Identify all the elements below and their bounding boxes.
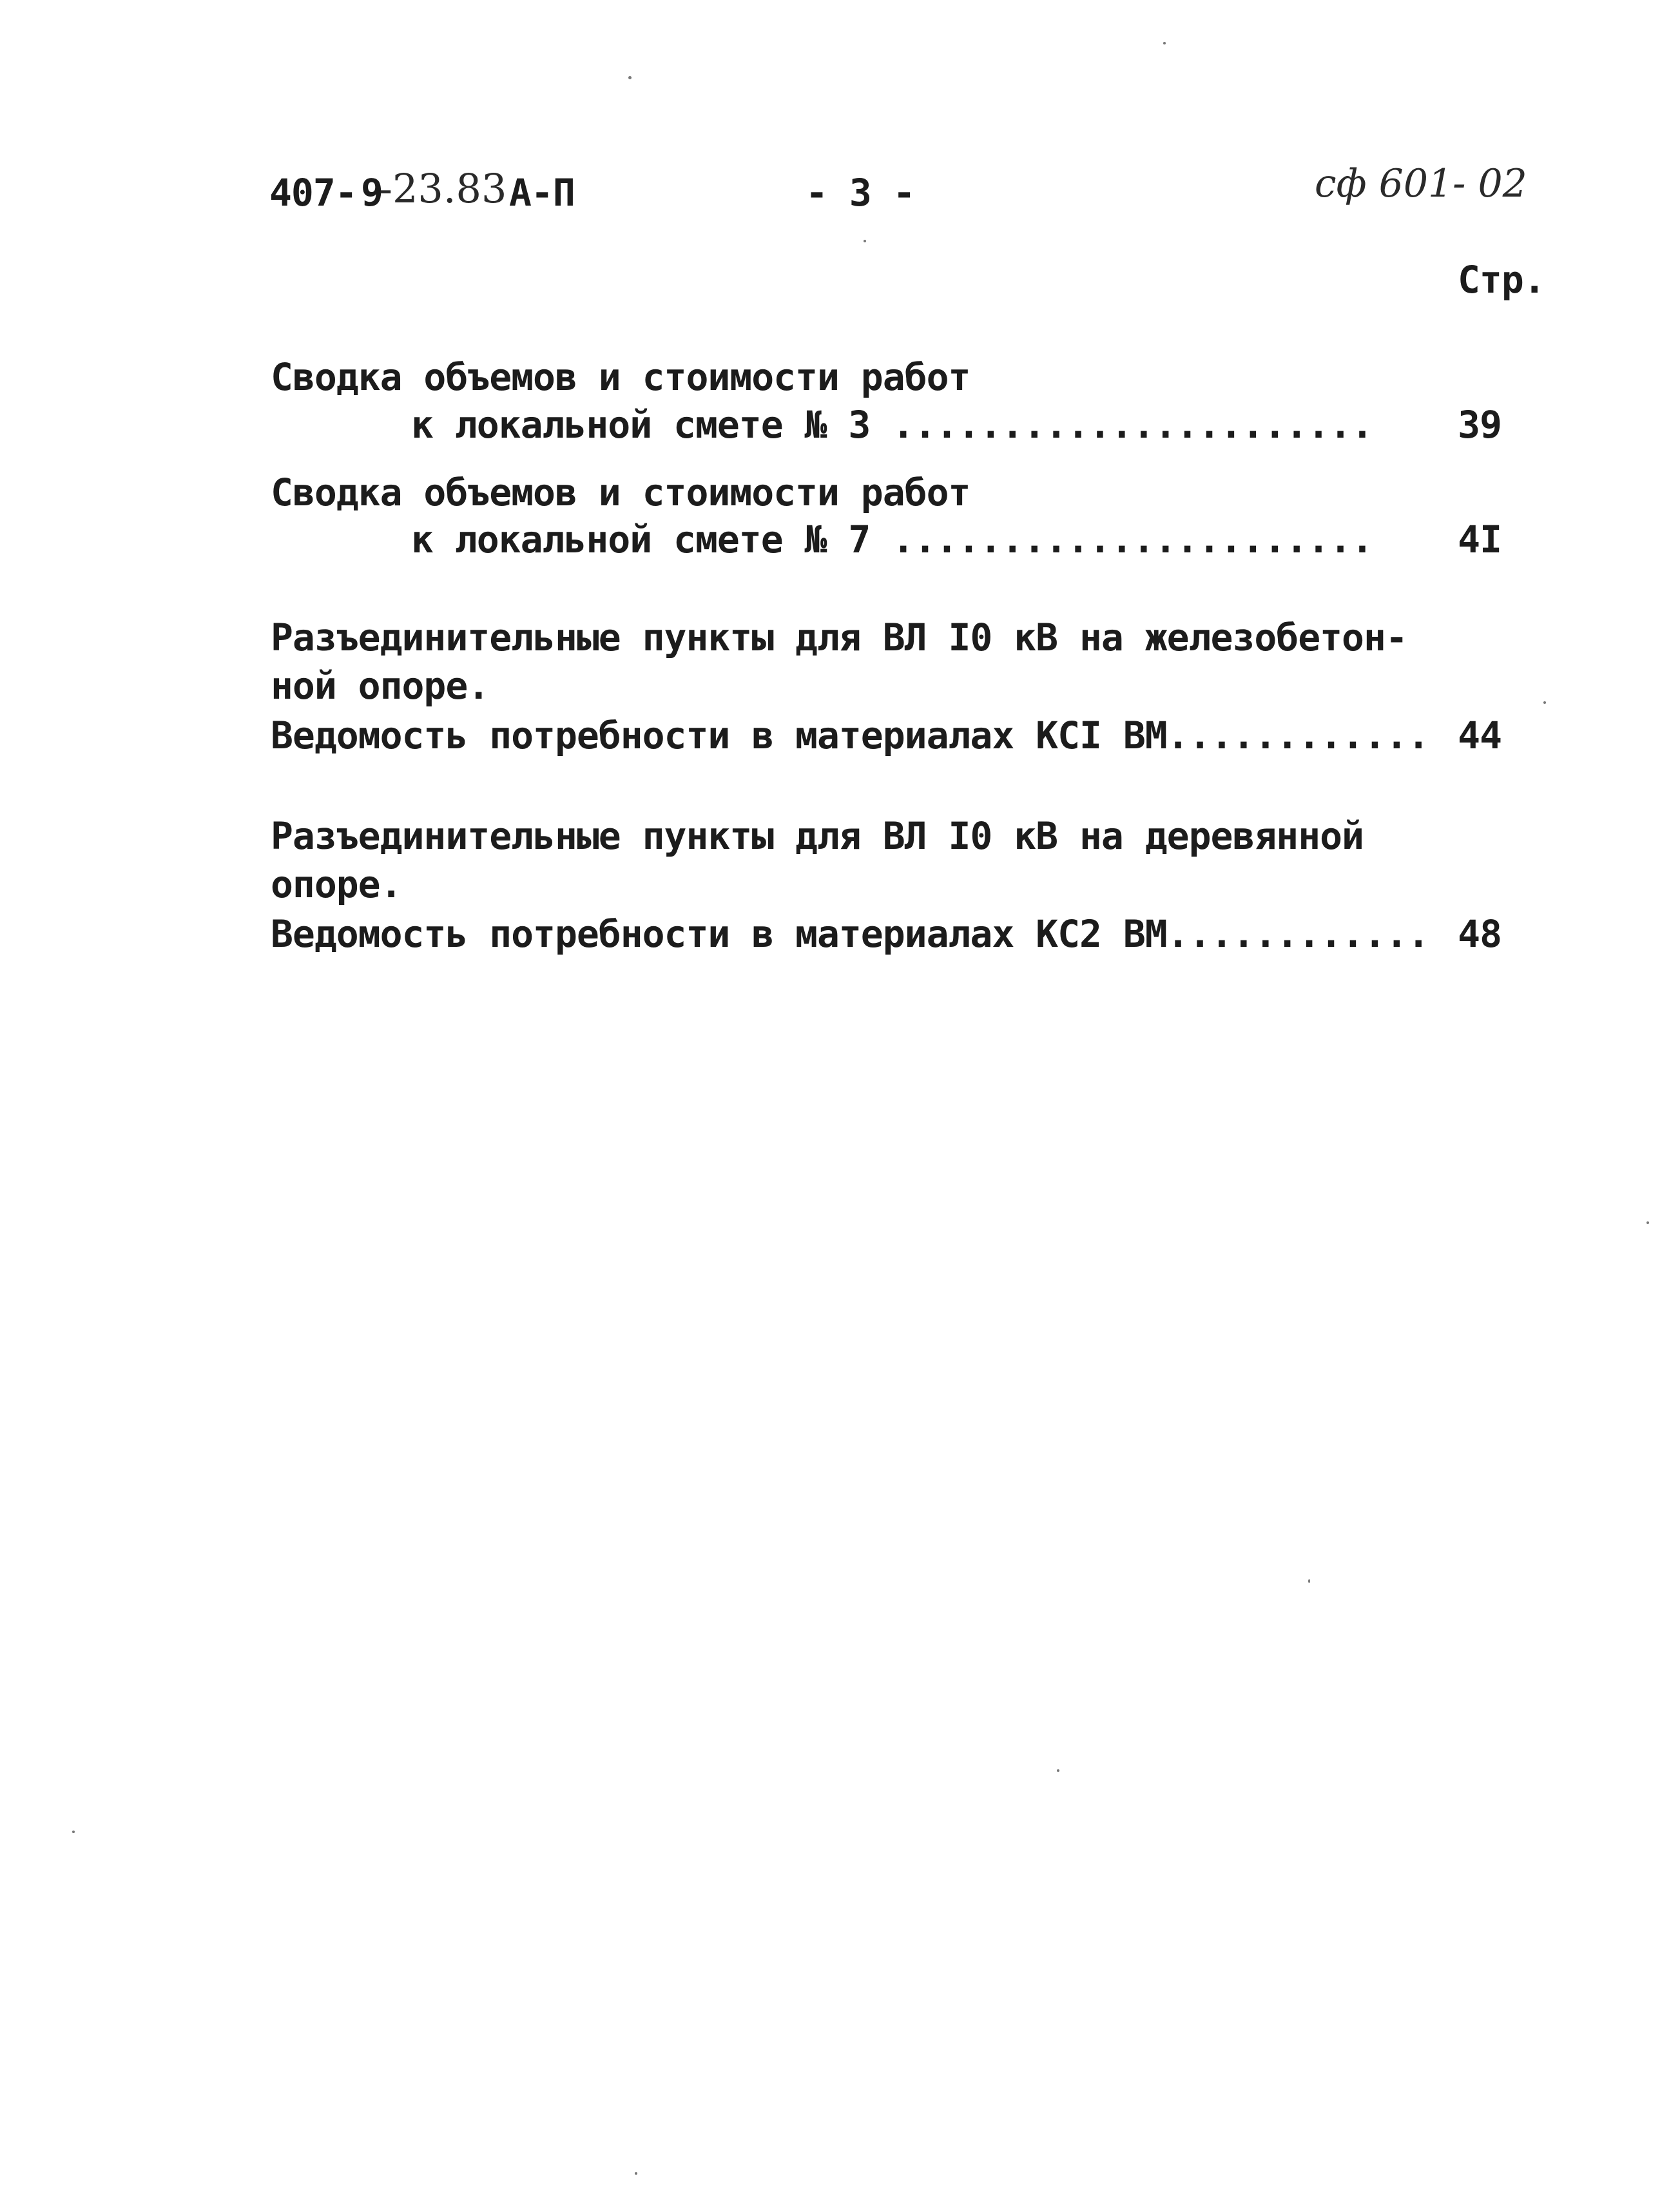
doc-code-struck-digit: 9 <box>361 171 383 215</box>
toc-entry-subtitle: Ведомость потребности в материалах КСI ВМ............ <box>271 714 1429 757</box>
toc-entry-title-continued: опоре. <box>271 862 402 906</box>
toc-entry-title: Сводка объемов и стоимости работ <box>271 355 970 399</box>
toc-entry-title-continued: ной опоре. <box>271 664 490 708</box>
toc-entry-page: 44 <box>1458 714 1501 757</box>
doc-code-handwritten: -23.83 <box>379 165 507 212</box>
toc-entry-subtitle: Ведомость потребности в материалах КС2 ВМ............ <box>271 912 1429 956</box>
doc-code-suffix: А-П <box>509 171 575 215</box>
scan-speck <box>1646 1221 1649 1224</box>
archive-handwritten-mark: сф 601- 02 <box>1315 161 1527 206</box>
scan-speck <box>864 240 866 242</box>
toc-entry-subtitle: к локальной смете № 7 ...................... <box>411 518 1373 561</box>
toc-entry-page: 39 <box>1458 403 1501 447</box>
scan-speck <box>1057 1769 1059 1772</box>
page-column-header: Стр. <box>1458 258 1545 302</box>
doc-code-prefix: 407- <box>269 171 357 215</box>
scan-speck <box>635 2172 637 2175</box>
toc-entry-subtitle: к локальной смете № 3 ...................... <box>411 403 1373 447</box>
scan-speck <box>1308 1579 1310 1583</box>
page-number: - 3 - <box>806 171 915 215</box>
toc-entry-title: Разъединительные пункты для ВЛ I0 кВ на деревянной <box>271 814 1364 858</box>
toc-entry-page: 48 <box>1458 912 1501 956</box>
toc-entry-page: 4I <box>1458 518 1501 561</box>
scan-speck <box>1163 42 1166 44</box>
toc-entry-title: Сводка объемов и стоимости работ <box>271 471 970 514</box>
scan-speck <box>72 1831 75 1833</box>
toc-entry-title: Разъединительные пункты для ВЛ I0 кВ на железобетон- <box>271 616 1407 659</box>
scan-speck <box>628 76 632 79</box>
scan-speck <box>1543 701 1546 704</box>
